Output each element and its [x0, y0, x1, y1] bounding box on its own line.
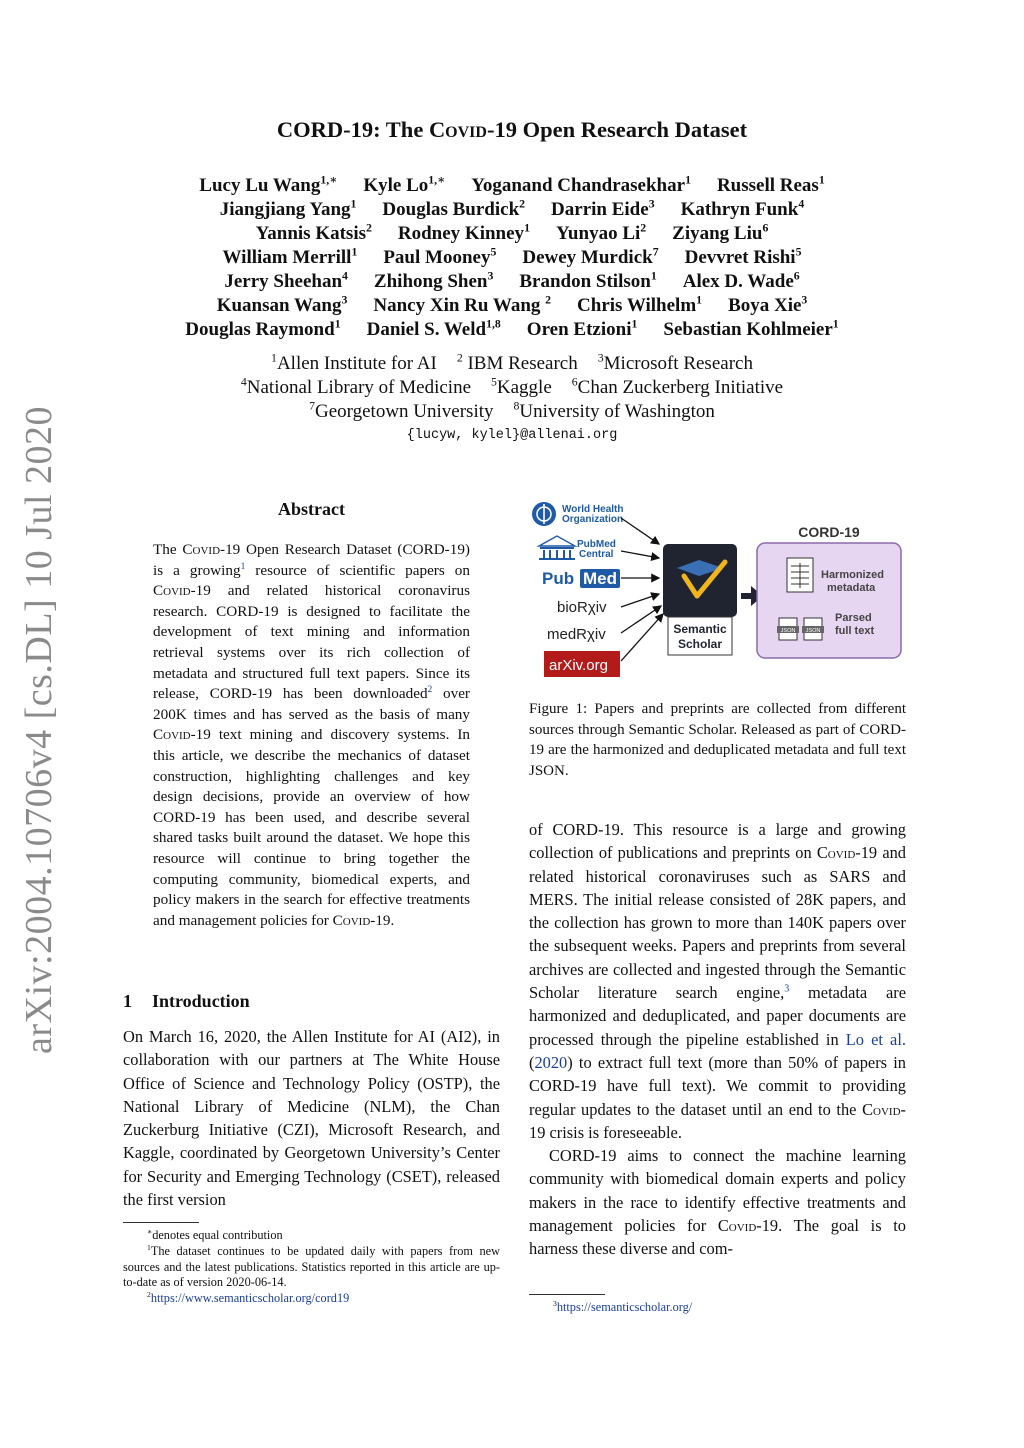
author-name: Douglas Raymond$^1$	[185, 317, 341, 340]
author-name: Chris Wilhelm$^1$	[577, 293, 703, 316]
author-name: Rodney Kinney$^1$	[397, 221, 530, 244]
affiliation-line	[100, 376, 924, 400]
author-name: Alex D. Wade$^6$	[682, 269, 800, 292]
svg-text:Harmonized: Harmonized	[821, 569, 884, 581]
section-title: Introduction	[152, 991, 250, 1011]
right-column-body	[529, 818, 906, 1261]
author-name: Douglas Burdick$^2$	[382, 197, 526, 220]
affiliation: $^4$National Library of Medicine	[240, 375, 472, 398]
json-file-icon	[777, 618, 799, 640]
author-name: Sebastian Kohlmeier$^1$	[663, 317, 839, 340]
footnote: $^3$https://semanticscholar.org/	[553, 1298, 693, 1314]
footnote: ∗denotes equal contribution	[147, 1226, 283, 1242]
author-name: Ziyang Liu$^6$	[672, 221, 769, 244]
author-name: Daniel S. Weld$^{1,8}$	[366, 317, 501, 340]
citation-year-link[interactable]: 2020	[534, 1052, 568, 1072]
affiliation: $^3$Microsoft Research	[597, 351, 753, 374]
arxiv-logo	[544, 651, 620, 677]
affiliation: $^1$Allen Institute for AI	[271, 351, 437, 374]
svg-text:Semantic: Semantic	[673, 622, 727, 636]
cord19-node	[757, 524, 901, 658]
footnote-rule	[123, 1222, 199, 1223]
affiliation: $^5$Kaggle	[491, 375, 552, 398]
author-name: Kyle $Lo^{1,∗}$	[363, 173, 446, 196]
affiliation-list	[100, 352, 924, 424]
footnote: $^2$https://www.semanticscholar.org/cord19	[147, 1290, 350, 1306]
author-name: Oren Etzioni$^1$	[526, 317, 638, 340]
affiliation: $^2$ IBM Research	[456, 351, 578, 374]
author-name: Devvret Rishi$^5$	[684, 245, 802, 268]
svg-text:CORD-19: CORD-19	[798, 524, 860, 540]
paper-title: CORD-19: The Covid-19 Open Research Dataset	[276, 117, 748, 142]
spreadsheet-icon	[787, 558, 813, 592]
author-name: Russell Reas$^1$	[716, 173, 825, 196]
pubmed-logo	[542, 569, 620, 588]
author-name: Darrin Eide$^3$	[551, 197, 655, 220]
svg-text:Scholar: Scholar	[677, 637, 723, 651]
footnotes-right	[529, 1300, 906, 1316]
paragraph: CORD-19 aims to connect the machine learning community with biomedical domain experts and policy makers in the race to identify effective treatments and management policies for Covid-19. The goal is to harness these diverse and com-	[529, 1146, 906, 1259]
author-name: Paul Mooney$^5$	[383, 245, 497, 268]
abstract-body: The Covid-19 Open Research Dataset (CORD-19) is a growing$^1$ resource of scientific papers on Covid-19 and related historical coronavirus research. CORD-19 is designed to facilitate the development of text mining and information retrieval systems over its rich collection of metadata and structured full text papers. Since its release, CORD-19 has been downloaded$^2$ over 200K times and has served as the basis of many Covid-19 text mining and discovery systems. In this article, we describe the mechanics of dataset construction, highlighting challenges and key design decisions, provide an overview of how CORD-19 has been used, and describe several shared tasks built around the dataset. We hope this resource will continue to bring together the computing community, biomedical experts, and policy makers in the search for effective treatments and management policies for Covid-19.	[153, 541, 470, 929]
pubmed-central-logo	[539, 536, 616, 560]
author-line	[100, 294, 924, 318]
author-name: Jiangjiang Yang$^1$	[219, 197, 357, 220]
abstract-heading: Abstract	[278, 499, 345, 519]
author-name: Jerry Sheehan$^4$	[224, 269, 348, 292]
section-number: 1	[123, 991, 132, 1011]
citation-link[interactable]: Lo et al.	[845, 1029, 906, 1049]
author-name: William Merrill$^1$	[222, 245, 358, 268]
json-file-icon	[802, 618, 824, 640]
svg-text:PubMed: PubMed	[577, 539, 616, 550]
affiliation-line	[100, 352, 924, 376]
biorxiv-logo: bioRχiv	[557, 599, 607, 616]
who-logo	[532, 502, 623, 526]
semantic-scholar-node	[663, 544, 737, 655]
author-name: Nancy Xin Ru Wang $^2$	[373, 293, 552, 316]
author-name: Yoganand Chandrasekhar$^1$	[471, 173, 691, 196]
author-line	[100, 246, 924, 270]
source-arrows	[621, 518, 663, 661]
contact-email[interactable]: {lucyw, kylel}@allenai.org	[406, 428, 618, 443]
footnotes-left	[123, 1228, 500, 1307]
svg-text:JSON: JSON	[805, 628, 821, 634]
svg-text:arXiv.org: arXiv.org	[549, 657, 608, 674]
svg-text:World Health: World Health	[562, 504, 624, 515]
svg-text:JSON: JSON	[780, 628, 796, 634]
svg-text:Central: Central	[579, 549, 614, 560]
arxiv-identifier-stamp: arXiv:2004.10706v4 [cs.DL] 10 Jul 2020	[18, 405, 60, 1054]
author-name: Yunyao Li$^2$	[555, 221, 647, 244]
svg-text:metadata: metadata	[827, 582, 876, 594]
medrxiv-logo: medRχiv	[547, 626, 606, 643]
svg-text:Parsed: Parsed	[835, 612, 872, 624]
footnote-link[interactable]: https://www.semanticscholar.org/cord19	[150, 1291, 350, 1306]
footnote-rule	[529, 1294, 605, 1295]
footnote-ref-2[interactable]: 2	[427, 685, 433, 696]
author-line	[100, 318, 924, 342]
svg-text:Organization: Organization	[562, 514, 624, 525]
author-name: Kathryn Funk$^4$	[680, 197, 805, 220]
author-name: Boya Xie$^3$	[728, 293, 808, 316]
author-name: Yannis Katsis$^2$	[255, 221, 372, 244]
svg-text:Med: Med	[583, 569, 617, 588]
author-line	[100, 198, 924, 222]
footnote-ref-3[interactable]: 3	[784, 983, 790, 995]
svg-text:full text: full text	[835, 625, 875, 637]
author-line	[100, 174, 924, 198]
author-name: Kuansan Wang$^3$	[216, 293, 348, 316]
svg-text:Pub: Pub	[542, 569, 575, 588]
affiliation-line	[100, 400, 924, 424]
affiliation: $^8$University of Washington	[513, 399, 715, 422]
footnote: $^1$The dataset continues to be updated daily with papers from new sources and the latest publications. Statistics reported in this article are up-to-date as of version 2020-06-14.	[123, 1242, 500, 1290]
author-name: Zhihong Shen$^3$	[373, 269, 494, 292]
author-name: Lucy Lu Wang$^{1,∗}$	[199, 173, 338, 196]
footnote-ref-1[interactable]: 1	[240, 561, 246, 572]
author-line	[100, 222, 924, 246]
author-name: Dewey Murdick$^7$	[522, 245, 659, 268]
affiliation: $^6$Chan Zuckerberg Initiative	[571, 375, 784, 398]
author-list	[100, 174, 924, 342]
figure-1-diagram	[529, 496, 907, 684]
figure-1-caption: Figure 1: Papers and preprints are collected from different sources through Semantic Scholar. Released as part of CORD-19 are the harmonized and deduplicated metadata and full text JSON.	[529, 701, 906, 779]
introduction-paragraph: On March 16, 2020, the Allen Institute for AI (AI2), in collaboration with our partners at The White House Office of Science and Technology Policy (OSTP), the National Library of Medicine (NLM), the Chan Zuckerburg Initiative (CZI), Microsoft Research, and Kaggle, coordinated by Georgetown University’s Center for Security and Emerging Technology (CSET), released the first version	[123, 1027, 500, 1210]
author-name: Brandon Stilson$^1$	[519, 269, 657, 292]
paragraph: of CORD-19. This resource is a large and growing collection of publications and preprints on Covid-19 and related historical coronaviruses such as SARS and MERS. The initial release consisted of 28K papers, and the collection has grown to more than 140K papers over the subsequent weeks. Papers and preprints from several archives are collected and ingested through the Semantic Scholar literature search engine,$^3$ metadata are harmonized and deduplicated, and paper documents are processed through the pipeline established in Lo et al. (2020) to extract full text (more than 50% of papers in CORD-19 have full text). We commit to providing regular updates to the dataset until an end to the Covid-19 crisis is foreseeable.	[529, 820, 906, 1142]
author-line	[100, 270, 924, 294]
section-heading-introduction	[123, 991, 250, 1012]
affiliation: $^7$Georgetown University	[309, 399, 494, 422]
footnote-link[interactable]: https://semanticscholar.org/	[556, 1300, 693, 1314]
